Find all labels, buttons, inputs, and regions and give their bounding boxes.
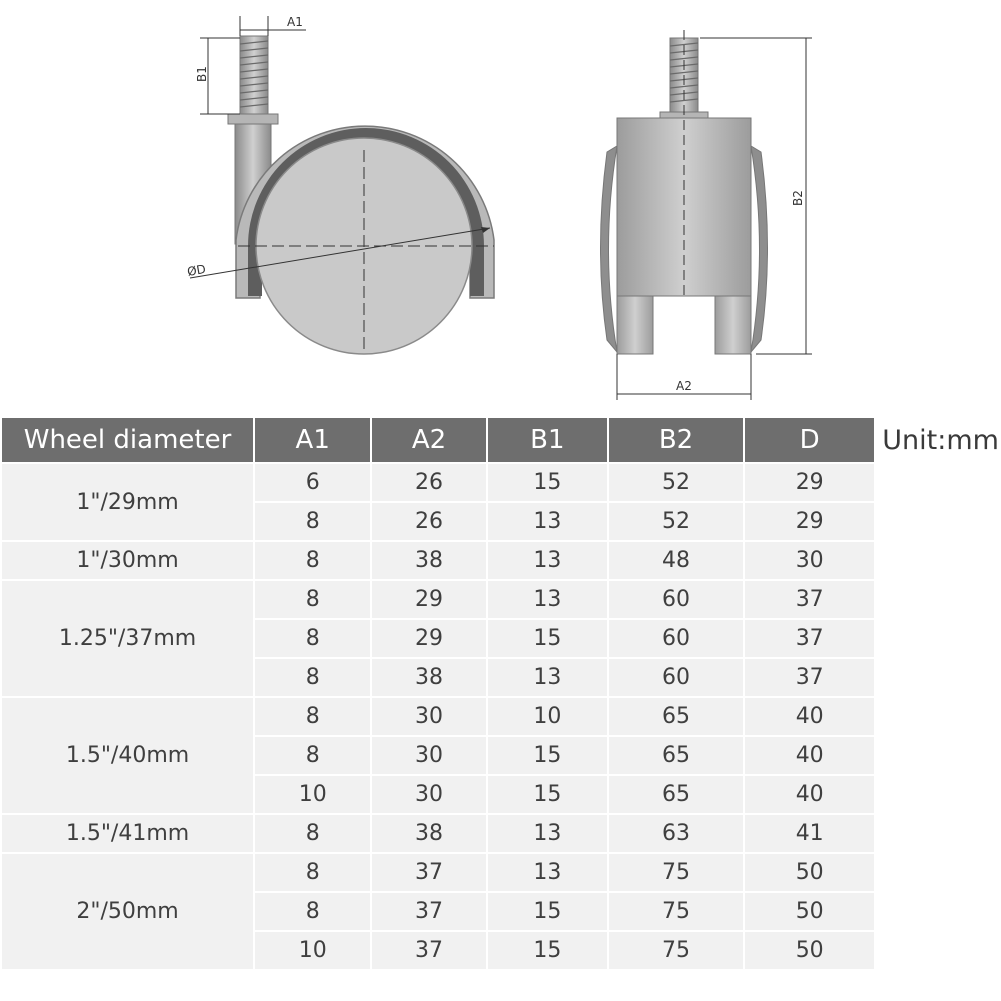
table-cell: 8 (254, 697, 371, 736)
table-header-row (1, 417, 1000, 463)
table-cell: 10 (487, 697, 608, 736)
table-cell: 37 (744, 580, 875, 619)
table-cell: 8 (254, 619, 371, 658)
header-d: D (744, 417, 875, 463)
table-cell: 65 (608, 697, 744, 736)
table-cell: 50 (744, 853, 875, 892)
table-cell: 8 (254, 541, 371, 580)
table-cell: 37 (371, 853, 486, 892)
table-cell: 8 (254, 814, 371, 853)
front-leg-left (617, 296, 653, 354)
wheel-diameter-cell: 1"/29mm (1, 463, 254, 541)
table-cell: 52 (608, 502, 744, 541)
table-row (1, 463, 1000, 502)
table-cell: 13 (487, 853, 608, 892)
table-cell: 13 (487, 580, 608, 619)
table-cell: 50 (744, 931, 875, 970)
wheel-diameter-cell: 1.5"/40mm (1, 697, 254, 814)
wheel-diameter-cell: 1.25"/37mm (1, 580, 254, 697)
wheel-diameter-cell: 1.5"/41mm (1, 814, 254, 853)
threaded-stem (228, 36, 278, 124)
table-cell: 15 (487, 892, 608, 931)
table-cell: 63 (608, 814, 744, 853)
table-cell: 8 (254, 580, 371, 619)
table-row (1, 814, 1000, 853)
b2-label: B2 (791, 190, 805, 206)
table-cell: 37 (371, 931, 486, 970)
table-cell: 15 (487, 775, 608, 814)
a1-label: A1 (287, 15, 303, 29)
a2-label: A2 (676, 379, 692, 393)
table-cell: 30 (371, 775, 486, 814)
header-b2: B2 (608, 417, 744, 463)
table-cell: 10 (254, 931, 371, 970)
table-cell: 48 (608, 541, 744, 580)
front-left-tire (601, 146, 618, 352)
table-cell: 60 (608, 658, 744, 697)
table-cell: 29 (371, 580, 486, 619)
table-cell: 8 (254, 658, 371, 697)
table-cell: 37 (744, 619, 875, 658)
table-cell: 30 (371, 736, 486, 775)
table-cell: 40 (744, 775, 875, 814)
front-right-tire (751, 146, 768, 352)
table-cell: 15 (487, 463, 608, 502)
caster-dimension-drawing (0, 0, 1001, 415)
table-cell: 8 (254, 853, 371, 892)
table-row (1, 580, 1000, 619)
table-cell: 75 (608, 853, 744, 892)
table-cell: 13 (487, 814, 608, 853)
table-body (1, 463, 1000, 970)
unit-note: Unit:mm (875, 417, 1000, 463)
table-cell: 13 (487, 541, 608, 580)
table-row (1, 541, 1000, 580)
header-b1: B1 (487, 417, 608, 463)
table-cell: 65 (608, 775, 744, 814)
table-cell: 37 (371, 892, 486, 931)
table-cell: 52 (608, 463, 744, 502)
table-cell: 30 (371, 697, 486, 736)
header-a1: A1 (254, 417, 371, 463)
wheel-diameter-cell: 2"/50mm (1, 853, 254, 970)
table-cell: 30 (744, 541, 875, 580)
header-a2: A2 (371, 417, 486, 463)
table-cell: 60 (608, 580, 744, 619)
table-cell: 15 (487, 619, 608, 658)
front-leg-right (715, 296, 751, 354)
table-cell: 38 (371, 814, 486, 853)
b1-label: B1 (195, 66, 209, 82)
table-cell: 8 (254, 892, 371, 931)
diameter-label: ØD (186, 261, 207, 279)
a2-dimension (617, 354, 751, 400)
table-cell: 15 (487, 736, 608, 775)
table-cell: 40 (744, 697, 875, 736)
table-cell: 41 (744, 814, 875, 853)
front-view (601, 30, 813, 400)
table-cell: 50 (744, 892, 875, 931)
table-cell: 10 (254, 775, 371, 814)
side-view (186, 15, 494, 354)
table-cell: 6 (254, 463, 371, 502)
wheel-diameter-cell: 1"/30mm (1, 541, 254, 580)
table-cell: 13 (487, 658, 608, 697)
table-cell: 37 (744, 658, 875, 697)
table-cell: 15 (487, 931, 608, 970)
table-cell: 29 (371, 619, 486, 658)
table-cell: 29 (744, 502, 875, 541)
table-cell: 29 (744, 463, 875, 502)
table-cell: 8 (254, 502, 371, 541)
table-cell: 40 (744, 736, 875, 775)
table-cell: 60 (608, 619, 744, 658)
table-cell: 26 (371, 463, 486, 502)
header-wheel-diameter: Wheel diameter (1, 417, 254, 463)
table-cell: 8 (254, 736, 371, 775)
table-cell: 75 (608, 931, 744, 970)
table-row (1, 853, 1000, 892)
table-cell: 38 (371, 541, 486, 580)
table-cell: 26 (371, 502, 486, 541)
table-row (1, 697, 1000, 736)
spec-table (0, 416, 1001, 971)
table-cell: 75 (608, 892, 744, 931)
table-cell: 65 (608, 736, 744, 775)
table-cell: 13 (487, 502, 608, 541)
table-cell: 38 (371, 658, 486, 697)
